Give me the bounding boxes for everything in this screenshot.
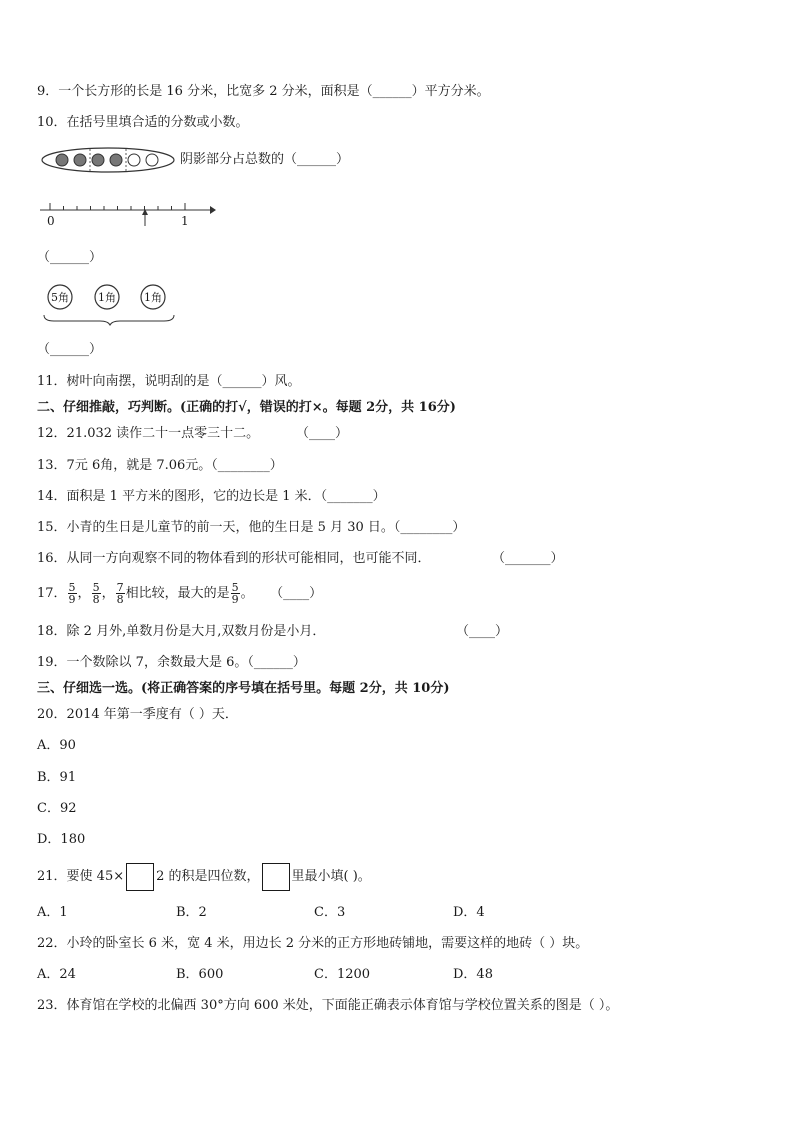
bead-shaded <box>56 154 68 166</box>
question-10-blank-b[interactable]: （______） <box>37 342 103 357</box>
question-13: 13．7元 6角，就是 7.06元。（________） <box>37 458 283 473</box>
question-9-blank[interactable]: ______ <box>372 84 412 99</box>
question-23: 23．体育馆在学校的北偏西 30°方向 600 米处，下面能正确表示体育馆与学校位置关系的图是（ ）。 <box>37 998 619 1013</box>
bead-shaded <box>92 154 104 166</box>
coins-figure <box>40 283 180 327</box>
question-12-text: 12．21.032 读作二十一点零三十二。 <box>37 426 260 441</box>
option-b[interactable]: B．91 <box>37 770 77 785</box>
number-line-start-label: 0 <box>47 214 55 228</box>
question-9 <box>37 83 490 101</box>
bead-empty <box>128 154 140 166</box>
question-18: 18．除 2 月外,单数月份是大月,双数月份是小月． <box>37 624 326 639</box>
beads-figure <box>40 145 180 175</box>
question-10-text: 10．在括号里填合适的分数或小数。 <box>37 115 249 130</box>
option-d[interactable]: D．4 <box>453 905 485 920</box>
fraction: $\frac{7}{8}$ <box>116 581 124 606</box>
option-c[interactable]: C．92 <box>37 801 77 816</box>
question-16-blank[interactable]: （_______） <box>492 551 564 566</box>
section-3-title: 三、仔细选一选。(将正确答案的序号填在括号里。每题 2分，共 10分) <box>37 681 450 696</box>
option-d[interactable]: D．180 <box>37 832 86 847</box>
question-12 <box>37 425 259 443</box>
question-22: 22．小玲的卧室长 6 米，宽 4 米，用边长 2 分米的正方形地砖铺地，需要这样的地砖（ ）块。 <box>37 936 589 951</box>
question-9-tail: ）平方分米。 <box>411 84 490 99</box>
option-c[interactable]: C．1200 <box>314 967 371 982</box>
fraction-answer: $\frac{5}{9}$ <box>231 581 239 606</box>
question-17-middle: 相比较，最大的是 <box>125 586 230 601</box>
number-line-end-label: 1 <box>181 214 189 228</box>
question-15: 15．小青的生日是儿童节的前一天，他的生日是 5 月 30 日。（________） <box>37 520 466 535</box>
question-17: 17． $\frac{5}{9}$ ， $\frac{5}{8}$ ， $\frac{7}{8}$ 相比较，最大的是 $\frac{5}{9}$ 。 （____） <box>37 581 323 606</box>
answer-box[interactable] <box>262 863 290 891</box>
bead-shaded <box>74 154 86 166</box>
question-12-blank[interactable]: （____） <box>296 426 349 441</box>
answer-box[interactable] <box>126 863 154 891</box>
fraction: $\frac{5}{9}$ <box>68 581 76 606</box>
question-18-blank[interactable]: （____） <box>456 624 509 639</box>
option-a[interactable]: A．1 <box>37 905 68 920</box>
question-9-text: 9．一个长方形的长是 16 分米，比宽多 2 分米，面积是（ <box>37 84 373 99</box>
shade-question: 阴影部分占总数的（______） <box>180 152 350 167</box>
question-10-blank-a[interactable]: （______） <box>37 250 103 265</box>
coin-label: 5角 <box>51 291 69 304</box>
option-d[interactable]: D．48 <box>453 967 493 982</box>
bead-empty <box>146 154 158 166</box>
option-a[interactable]: A．90 <box>37 738 76 753</box>
question-20: 20．2014 年第一季度有（ ）天． <box>37 707 238 722</box>
option-b[interactable]: B．2 <box>176 905 207 920</box>
coin-label: 1角 <box>98 291 116 304</box>
question-17-blank[interactable]: （____） <box>270 586 323 601</box>
coin-label: 1角 <box>144 291 162 304</box>
fraction: $\frac{5}{8}$ <box>92 581 100 606</box>
bead-shaded <box>110 154 122 166</box>
option-b[interactable]: B．600 <box>176 967 224 982</box>
question-21: 21．要使 45× 2 的积是四位数， 里最小填( )。 <box>37 862 371 892</box>
question-16: 16．从同一方向观察不同的物体看到的形状可能相同，也可能不同． <box>37 551 431 566</box>
question-19: 19．一个数除以 7，余数最大是 6。（______） <box>37 655 306 670</box>
section-2-title: 二、仔细推敲，巧判断。(正确的打√，错误的打×。每题 2分，共 16分) <box>37 400 456 415</box>
number-line-figure <box>38 196 218 230</box>
question-17-prefix: 17． <box>37 586 67 601</box>
question-11: 11．树叶向南摆，说明刮的是（______）风。 <box>37 374 301 389</box>
option-c[interactable]: C．3 <box>314 905 346 920</box>
option-a[interactable]: A．24 <box>37 967 76 982</box>
question-14: 14．面积是 1 平方米的图形，它的边长是 1 米．（_______） <box>37 489 386 504</box>
